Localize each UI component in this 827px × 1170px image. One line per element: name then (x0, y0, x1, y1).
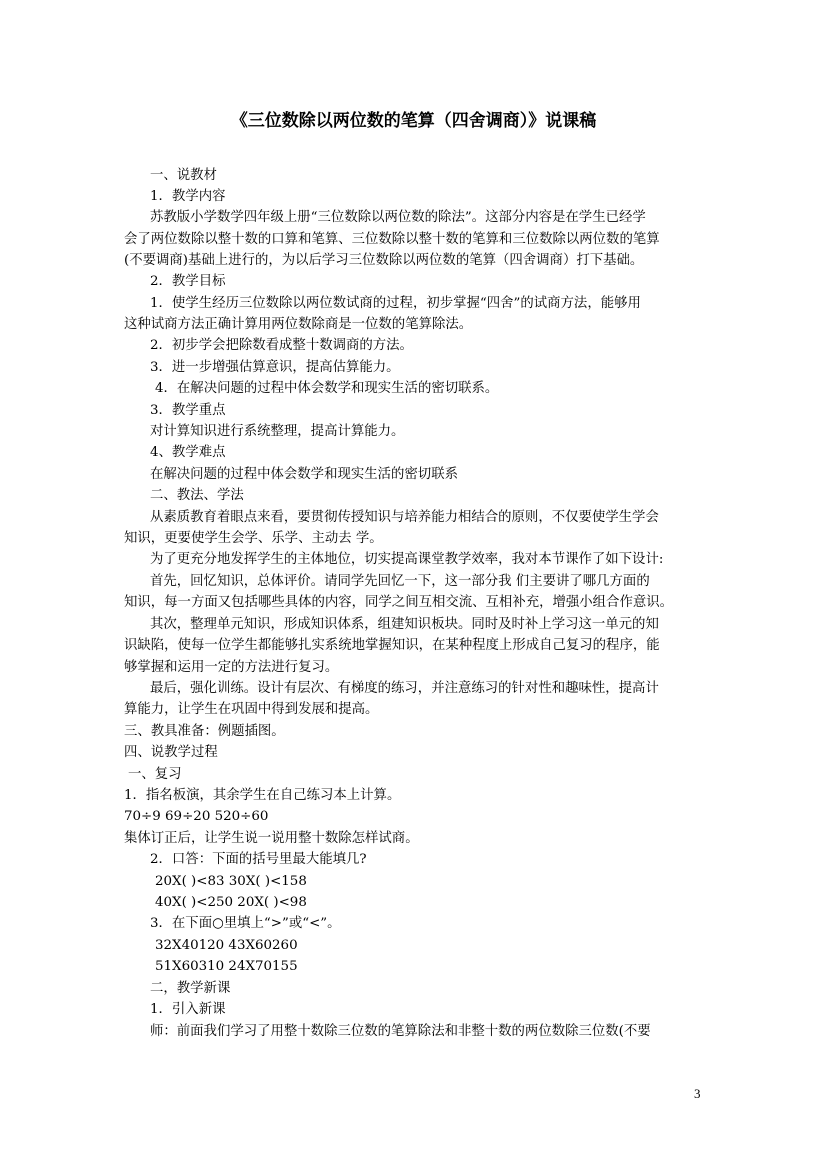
math-exercise-line: 40X( )<250 20X( )<98 (155, 895, 307, 910)
paragraph-line: 苏教版小学数学四年级上册“三位数除以两位数的除法”。这部分内容是在学生已经学 (150, 210, 646, 225)
heading-teaching-goals: 2．教学目标 (150, 274, 226, 289)
document-title: 《三位数除以两位数的笔算（四舍调商）》说课稿 (230, 111, 597, 131)
paragraph-line: 会了两位数除以整十数的口算和笔算、三位数除以整十数的笔算和三位数除以两位数的笔算 (124, 232, 660, 247)
paragraph-line: (不要调商)基础上进行的，为以后学习三位数除以两位数的笔算（四舍调商）打下基础。 (124, 253, 644, 268)
paragraph-line: 知识，每一方面又包括哪些具体的内容，同学之间互相交流、互相补充，增强小组合作意识。 (124, 595, 674, 610)
paragraph-line: 集体订正后，让学生说一说用整十数除怎样试商。 (124, 831, 419, 846)
heading-new-lesson: 二，教学新课 (150, 981, 231, 996)
heading-teaching-content: 1．教学内容 (150, 189, 226, 204)
math-exercise-line: 20X( )<83 30X( )<158 (155, 874, 307, 889)
heading-key-points: 3．教学重点 (150, 403, 226, 418)
paragraph-line: 师：前面我们学习了用整十数除三位数的笔算除法和非整十数的两位数除三位数(不要 (150, 1024, 651, 1039)
math-exercise-line: 70÷9 69÷20 520÷60 (124, 809, 269, 824)
heading-section-2: 二、教法、学法 (150, 488, 244, 503)
paragraph-line: 其次，整理单元知识，形成知识体系，组建知识板块。同时及时补上学习这一单元的知 (150, 617, 659, 632)
paragraph-line: 识缺陷，使每一位学生都能够扎实系统地掌握知识，在某种程度上形成自己复习的程序，能 (124, 638, 660, 653)
math-exercise-line: 32X40120 43X60260 (155, 938, 298, 953)
math-exercise-line: 51X60310 24X70155 (155, 959, 298, 974)
paragraph-line: 够掌握和运用一定的方法进行复习。 (124, 660, 339, 675)
paragraph-line: 首先，回忆知识，总体评价。请同学先回忆一下，这一部分我 们主要讲了哪几方面的 (150, 574, 650, 589)
heading-section-1: 一、说教材 (150, 168, 217, 183)
paragraph-line: 这种试商方法正确计算用两位数除商是一位数的笔算除法。 (124, 317, 473, 332)
paragraph-line: 从素质教育着眼点来看，要贯彻传授知识与培养能力相结合的原则，不仅要使学生学会 (150, 510, 659, 525)
heading-section-3: 三、教具准备：例题插图。 (124, 724, 285, 739)
paragraph-line: 3．进一步增强估算意识，提高估算能力。 (150, 360, 400, 375)
paragraph-line: 最后，强化训练。设计有层次、有梯度的练习，并注意练习的针对性和趣味性，提高计 (150, 681, 659, 696)
paragraph-line: 3．在下面○里填上“>”或“<”。 (150, 916, 341, 931)
paragraph-line: 2．口答：下面的括号里最大能填几? (150, 852, 367, 867)
page-number: 3 (694, 1086, 701, 1101)
paragraph-line: 对计算知识进行系统整理，提高计算能力。 (150, 424, 405, 439)
heading-difficulties: 4、教学难点 (150, 445, 226, 460)
paragraph-line: 为了更充分地发挥学生的主体地位，切实提高课堂教学效率，我对本节课作了如下设计: (150, 552, 664, 567)
paragraph-line: 2．初步学会把除数看成整十数调商的方法。 (150, 338, 413, 353)
paragraph-line: 知识，更要使学生会学、乐学、主动去 学。 (124, 531, 383, 546)
paragraph-line: 在解决问题的过程中体会数学和现实生活的密切联系 (150, 467, 458, 482)
paragraph-line: 算能力，让学生在巩固中得到发展和提高。 (124, 702, 379, 717)
heading-introduction: 1．引入新课 (150, 1002, 226, 1017)
paragraph-line: 1．使学生经历三位数除以两位数试商的过程，初步掌握“四舍”的试商方法，能够用 (150, 296, 641, 311)
heading-review: 一、复习 (128, 767, 182, 782)
heading-section-4: 四、说教学过程 (124, 745, 218, 760)
paragraph-line: 4．在解决问题的过程中体会数学和现实生活的密切联系。 (155, 381, 499, 396)
paragraph-line: 1．指名板演，其余学生在自己练习本上计算。 (124, 788, 401, 803)
